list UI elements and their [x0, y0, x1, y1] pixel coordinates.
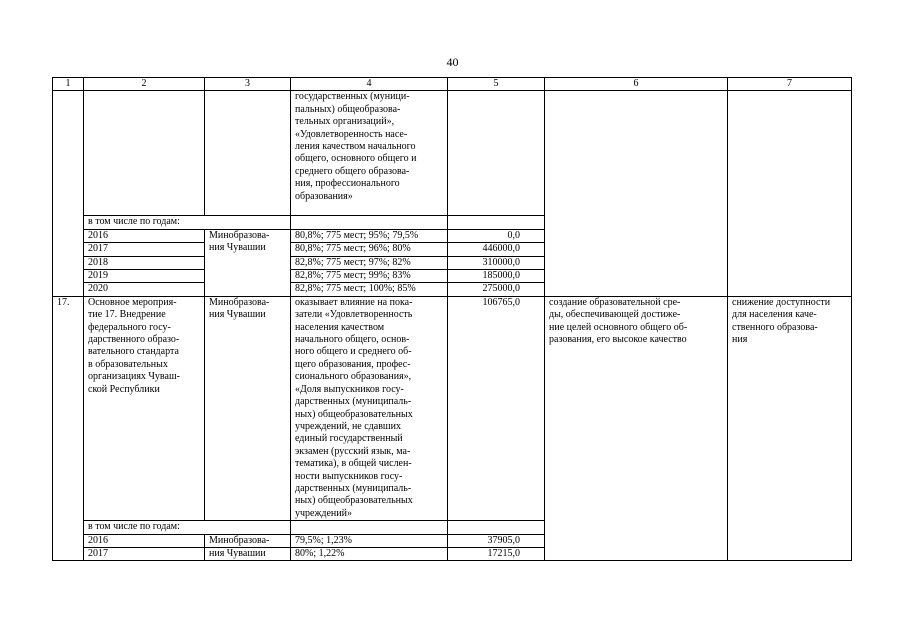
- amount-cell: 446000,0: [448, 243, 545, 256]
- result-cell: [545, 296, 728, 561]
- text-line: дарственных (муниципаль-: [295, 482, 412, 494]
- header-cell: 7: [728, 78, 852, 91]
- text-line: тие 17. Внедрение: [88, 309, 166, 321]
- amount-cell: 185000,0: [448, 270, 545, 283]
- executor-cell: [205, 229, 291, 296]
- text-line: «Удовлетворенность насе-: [295, 128, 408, 140]
- text-line: снижение доступности: [732, 296, 831, 308]
- amount-cell: 275000,0: [448, 283, 545, 296]
- text-line: в образовательных: [88, 358, 168, 370]
- text-line: тельных организаций»,: [295, 116, 395, 128]
- text-line: ской Республики: [88, 383, 160, 395]
- name-cell: [84, 91, 205, 216]
- text-line: дарственного образо-: [88, 334, 180, 346]
- text-line: образования»: [295, 190, 353, 202]
- table-row: [53, 91, 852, 216]
- text-line: экзамен (русский язык, ма-: [295, 445, 411, 457]
- text-line: ния: [732, 334, 748, 346]
- indicator-cell: 80%; 1,22%: [291, 547, 448, 560]
- num-cell: 17.: [53, 296, 84, 561]
- text-line: учреждений, не сдавших: [295, 420, 401, 432]
- text-line: среднего общего образова-: [295, 165, 410, 177]
- text-line: затели «Удовлетворенность: [295, 309, 413, 321]
- indicator-cell: [291, 91, 448, 216]
- year-cell: 2019: [84, 270, 205, 283]
- indicator-cell: 80,8%; 775 мест; 95%; 79,5%: [291, 229, 448, 242]
- executor-cell: [205, 91, 291, 216]
- text-line: вательного стандарта: [88, 346, 179, 358]
- text-line: ных) общеобразовательных: [295, 495, 413, 507]
- text-line: Основное мероприя-: [88, 296, 177, 308]
- header-cell: 5: [448, 78, 545, 91]
- text-line: сионального образования»,: [295, 371, 412, 383]
- indicator-cell: [291, 521, 448, 534]
- indicator-cell: [291, 296, 448, 520]
- text-line: создание образовательной сре-: [549, 296, 681, 308]
- executor-line: ния Чувашии: [209, 242, 266, 254]
- text-line: ности выпускников госу-: [295, 470, 403, 482]
- header-cell: 6: [545, 78, 728, 91]
- amount-cell: 0,0: [448, 229, 545, 242]
- text-line: для населения каче-: [732, 309, 817, 321]
- header-cell: 1: [53, 78, 84, 91]
- text-line: ды, обеспечивающей достиже-: [549, 309, 681, 321]
- text-line: ния, профессионального: [295, 178, 400, 190]
- executor-line: Минобразова-: [209, 229, 270, 241]
- header-cell: 2: [84, 78, 205, 91]
- text-line: пальных) общеобразова-: [295, 103, 401, 115]
- executor-line: ния Чувашии: [209, 309, 266, 321]
- amount-cell: [448, 521, 545, 534]
- amount-cell: 310000,0: [448, 256, 545, 269]
- header-cell: 4: [291, 78, 448, 91]
- text-line: ного общего и среднего об-: [295, 346, 412, 358]
- text-line: ления качеством начального: [295, 141, 416, 153]
- text-line: государственных (муници-: [295, 91, 410, 103]
- result-cell: [545, 91, 728, 296]
- executor-cell: Минобразова-: [205, 534, 291, 547]
- header-row: [53, 78, 852, 91]
- text-line: единый государственный: [295, 433, 403, 445]
- amount-cell: [448, 91, 545, 216]
- amount-cell: 17215,0: [448, 547, 545, 560]
- by-years-label: в том числе по годам:: [84, 216, 291, 229]
- indicator-cell: 82,8%; 775 мест; 97%; 82%: [291, 256, 448, 269]
- text-line: ных) общеобразовательных: [295, 408, 413, 420]
- amount-cell: 37905,0: [448, 534, 545, 547]
- text-line: организациях Чуваш-: [88, 371, 180, 383]
- year-cell: 2016: [84, 534, 205, 547]
- year-cell: 2020: [84, 283, 205, 296]
- by-years-label: в том числе по годам:: [84, 521, 291, 534]
- text-line: федерального госу-: [88, 321, 171, 333]
- header-cell: 3: [205, 78, 291, 91]
- text-line: начального общего, основ-: [295, 334, 410, 346]
- text-line: населения качеством: [295, 321, 385, 333]
- text-line: ственного образова-: [732, 321, 818, 333]
- year-cell: 2016: [84, 229, 205, 242]
- program-table: [52, 77, 852, 561]
- consequence-cell: [728, 91, 852, 296]
- text-line: щего образования, профес-: [295, 358, 411, 370]
- name-cell: [84, 296, 205, 520]
- table-row: [53, 296, 852, 520]
- year-cell: 2018: [84, 256, 205, 269]
- executor-cell: ния Чувашии: [205, 547, 291, 560]
- executor-line: Минобразова-: [209, 296, 270, 308]
- text-line: общего, основного общего и: [295, 153, 417, 165]
- amount-cell: [448, 216, 545, 229]
- text-line: дарственных (муниципаль-: [295, 396, 412, 408]
- consequence-cell: [728, 296, 852, 561]
- indicator-cell: [291, 216, 448, 229]
- amount-cell: 106765,0: [448, 296, 545, 520]
- indicator-cell: 82,8%; 775 мест; 100%; 85%: [291, 283, 448, 296]
- executor-cell: [205, 296, 291, 520]
- text-line: разования, его высокое качество: [549, 334, 687, 346]
- text-line: «Доля выпускников госу-: [295, 383, 404, 395]
- indicator-cell: 82,8%; 775 мест; 99%; 83%: [291, 270, 448, 283]
- text-line: тематика), в общей числен-: [295, 458, 412, 470]
- text-line: учреждений»: [295, 507, 352, 519]
- text-line: ние целей основного общего об-: [549, 321, 688, 333]
- page-number: 40: [446, 55, 459, 69]
- indicator-cell: 80,8%; 775 мест; 96%; 80%: [291, 243, 448, 256]
- year-cell: 2017: [84, 547, 205, 560]
- text-line: оказывает влияние на пока-: [295, 296, 413, 308]
- year-cell: 2017: [84, 243, 205, 256]
- num-cell: [53, 91, 84, 296]
- indicator-cell: 79,5%; 1,23%: [291, 534, 448, 547]
